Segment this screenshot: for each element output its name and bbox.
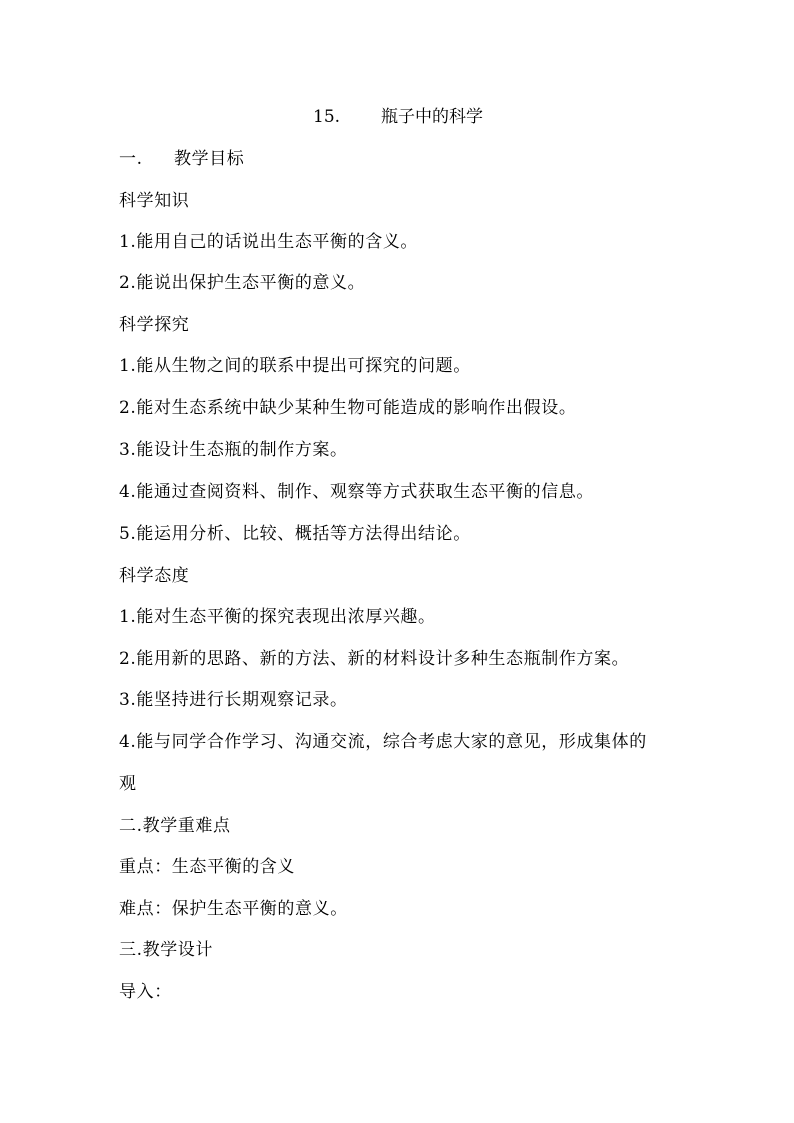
section-heading-design: 三.教学设计 [119,940,214,960]
knowledge-item-1: 1.能用自己的话说出生态平衡的含义。 [119,232,419,252]
section-heading-objectives [119,149,244,169]
attitude-item-4-continued: 观 [119,774,137,794]
difficult-point: 难点：保护生态平衡的意义。 [119,899,348,919]
subheading-knowledge: 科学知识 [119,191,190,211]
inquiry-item-3: 3.能设计生态瓶的制作方案。 [119,440,348,460]
section-heading-key-points: 二.教学重难点 [119,816,231,836]
section-text: 教学目标 [174,149,245,169]
knowledge-item-2: 2.能说出保护生态平衡的意义。 [119,273,366,293]
title-text: 瓶子中的科学 [381,107,483,127]
document-title [313,106,483,128]
inquiry-item-5: 5.能运用分析、比较、概括等方法得出结论。 [119,524,471,544]
intro-label: 导入： [119,982,172,1002]
subheading-inquiry: 科学探究 [119,315,190,335]
attitude-item-1: 1.能对生态平衡的探究表现出浓厚兴趣。 [119,607,436,627]
attitude-item-4: 4.能与同学合作学习、沟通交流，综合考虑大家的意见，形成集体的 [119,732,647,752]
attitude-item-2: 2.能用新的思路、新的方法、新的材料设计多种生态瓶制作方案。 [119,649,630,669]
section-number: 一. [119,149,143,169]
inquiry-item-4: 4.能通过查阅资料、制作、观察等方式获取生态平衡的信息。 [119,482,595,502]
attitude-item-3: 3.能坚持进行长期观察记录。 [119,690,348,710]
inquiry-item-2: 2.能对生态系统中缺少某种生物可能造成的影响作出假设。 [119,398,577,418]
inquiry-item-1: 1.能从生物之间的联系中提出可探究的问题。 [119,356,471,376]
key-point: 重点：生态平衡的含义 [119,857,295,877]
subheading-attitude: 科学态度 [119,566,190,586]
title-number: 15. [313,107,341,127]
